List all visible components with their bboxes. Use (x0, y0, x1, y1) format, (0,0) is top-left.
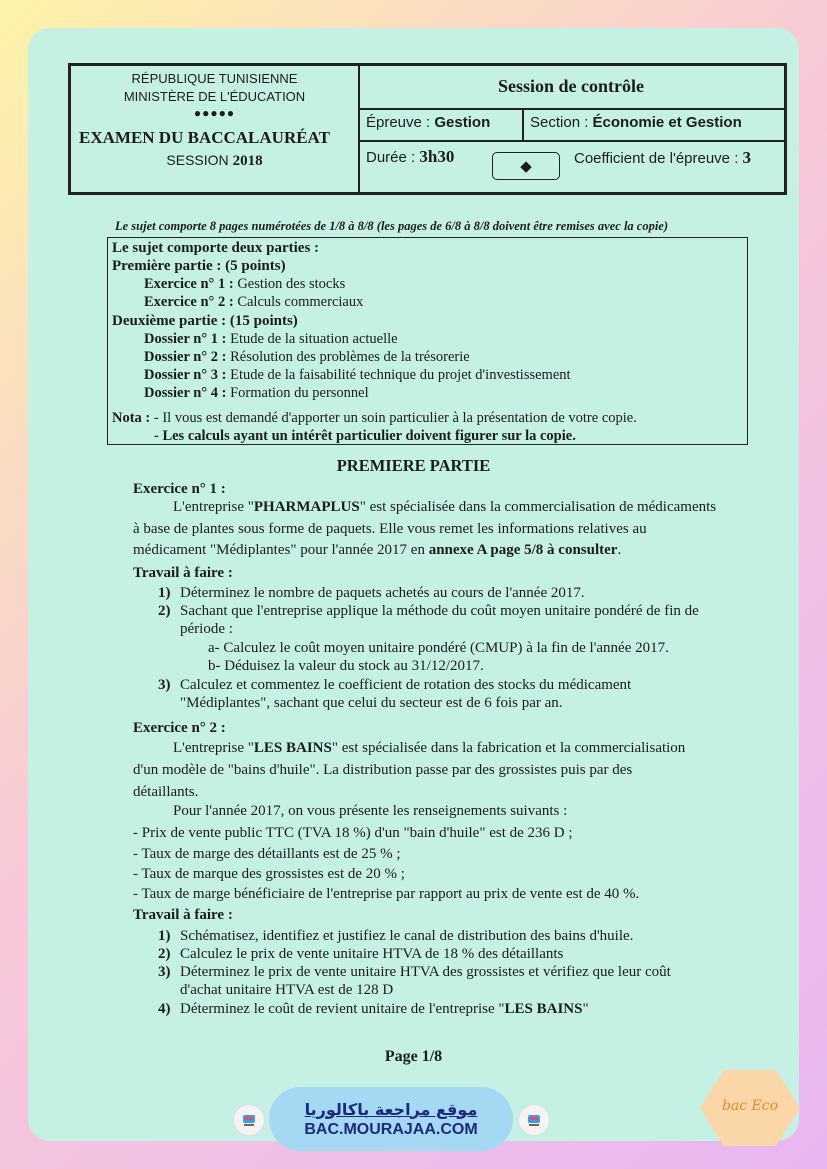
site-logo-right-icon (518, 1104, 550, 1136)
duree-line (366, 147, 454, 167)
ex2-bullet1: - Prix de vente public TTC (TVA 18 %) d'un "bain d'huile" est de 236 D ; (133, 825, 573, 841)
ex2-q4-end: " (582, 1001, 589, 1017)
nota-line2: - Les calculs ayant un intérêt particulier doivent figurer sur la copie. (154, 428, 576, 444)
part2-title: Deuxième partie : (15 points) (112, 313, 298, 329)
subject-row (358, 108, 784, 142)
exam-header-table (68, 63, 787, 195)
nota-text1: - Il vous est demandé d'apporter un soin particulier à la présentation de votre copie. (153, 410, 637, 426)
section-value: Économie et Gestion (592, 114, 742, 131)
site-arabic-name: موقع مراجعة باكالوريا (304, 1099, 478, 1119)
summary-ex1 (144, 276, 345, 293)
ex2-work-title: Travail à faire : (133, 907, 233, 923)
ex1-q2a: a- Calculez le coût moyen unitaire pondéré (CMUP) à la fin de l'année 2017. (208, 640, 669, 656)
ex2-label: Exercice n° 2 : (144, 294, 234, 310)
ex1-label: Exercice n° 1 : (144, 276, 234, 292)
session-year: 2018 (232, 153, 263, 169)
epreuve-value: Gestion (434, 114, 491, 131)
section-label: Section : (530, 114, 589, 131)
ex1-q2-line2: période : (180, 621, 233, 637)
ex2-para-line4: Pour l'année 2017, on vous présente les renseignements suivants : (173, 803, 568, 819)
d2-text: Résolution des problèmes de la trésorerie (230, 349, 470, 365)
summary-d1 (144, 331, 398, 348)
coef-line (574, 148, 751, 168)
ex2-q3-line1: Déterminez le prix de vente unitaire HTVA des grossistes et vérifiez que leur coût (180, 964, 671, 980)
summary-intro: Le sujet comporte deux parties : (112, 240, 320, 256)
header-right-cell (358, 66, 784, 192)
header-left-cell (71, 66, 360, 192)
duree-label: Durée : (366, 149, 416, 166)
session-type: Session de contrôle (498, 76, 644, 96)
ex2-p1-start: L'entreprise " (173, 740, 254, 756)
ex2-q1-num: 1) (158, 928, 171, 944)
pages-note: Le sujet comporte 8 pages numérotées de 1/8 à 8/8 (les pages de 6/8 à 8/8 doivent être remises avec la copie) (115, 219, 669, 233)
session-label: SESSION (166, 152, 229, 168)
separator-dots: ●●●●● (193, 106, 236, 120)
ex2-para-line1 (173, 740, 685, 757)
ministry-label: MINISTÈRE DE L'ÉDUCATION (123, 89, 306, 104)
ex1-q1: Déterminez le nombre de paquets achetés au cours de l'année 2017. (180, 585, 585, 601)
ex2-q2: Calculez le prix de vente unitaire HTVA de 18 % des détaillants (180, 946, 564, 962)
coef-label: Coefficient de l'épreuve : (574, 150, 739, 167)
summary-ex2 (144, 294, 363, 311)
ex2-q3-num: 3) (158, 964, 171, 980)
ex2-para-line2: d'un modèle de "bains d'huile". La distribution passe par des grossistes puis par des (133, 762, 633, 778)
ex2-q3-line2: d'achat unitaire HTVA est de 128 D (180, 982, 394, 998)
ex2-q2-num: 2) (158, 946, 171, 962)
session-type-row (358, 66, 784, 110)
section-line (530, 114, 742, 131)
site-url: BAC.MOURAJAA.COM (304, 1120, 478, 1138)
ex2-bullet2: - Taux de marge des détaillants est de 25 % ; (133, 846, 401, 862)
ex2-q4 (180, 1001, 589, 1018)
ex2-bullet4: - Taux de marge bénéficiaire de l'entreprise par rapport au prix de vente est de 40 %. (133, 886, 640, 902)
nota-label: Nota : (112, 410, 151, 426)
site-banner[interactable] (269, 1087, 513, 1151)
ex1-title: Exercice n° 1 : (133, 481, 226, 497)
part1-title: Première partie : (5 points) (112, 258, 286, 274)
d4-text: Formation du personnel (230, 385, 369, 401)
ex2-p1-end: " est spécialisée dans la fabrication et la commercialisation (331, 740, 686, 756)
duration-row (358, 140, 784, 192)
summary-d2 (144, 349, 470, 366)
page-number: Page 1/8 (384, 1048, 443, 1065)
ex1-p3-start: médicament "Médiplantes" pour l'année 2017 en (133, 542, 425, 558)
ex1-text: Gestion des stocks (237, 276, 346, 292)
duree-value: 3h30 (419, 147, 455, 166)
ex1-p3-end: . (617, 542, 622, 558)
ex1-brand: PHARMAPLUS (253, 499, 360, 515)
d3-label: Dossier n° 3 : (144, 367, 227, 383)
epreuve-line (366, 114, 490, 131)
coef-value: 3 (742, 148, 752, 167)
ex1-para-line2: à base de plantes sous forme de paquets. Elle vous remet les informations relatives au (133, 521, 647, 537)
ex2-q4-brand: LES BAINS (504, 1001, 583, 1017)
ex1-q2b: b- Déduisez la valeur du stock au 31/12/2017. (208, 658, 484, 674)
ex1-q2-line1: Sachant que l'entreprise applique la méthode du coût moyen unitaire pondéré de fin de (180, 603, 699, 619)
ex1-q1-num: 1) (158, 585, 171, 601)
ex2-para-line3: détaillants. (133, 784, 199, 800)
summary-d3 (144, 367, 571, 384)
ex2-brand: LES BAINS (253, 740, 332, 756)
ex1-q3-num: 3) (158, 677, 171, 693)
site-logo-left-icon (233, 1104, 265, 1136)
bac-eco-label: bac Eco (721, 1098, 779, 1114)
ex2-q4-start: Déterminez le coût de revient unitaire de l'entreprise " (180, 1001, 505, 1017)
ex2-bullet3: - Taux de marque des grossistes est de 20 % ; (133, 866, 405, 882)
d2-label: Dossier n° 2 : (144, 349, 227, 365)
epreuve-label: Épreuve : (366, 114, 431, 131)
ex1-work-title: Travail à faire : (133, 565, 233, 581)
summary-d4 (144, 385, 369, 402)
d4-label: Dossier n° 4 : (144, 385, 227, 401)
republic-label: RÉPUBLIQUE TUNISIENNE (131, 71, 298, 86)
d1-label: Dossier n° 1 : (144, 331, 227, 347)
summary-box (107, 237, 748, 445)
ex2-q4-num: 4) (158, 1001, 171, 1017)
exam-title: EXAMEN DU BACCALAURÉAT (79, 128, 330, 147)
ex2-title: Exercice n° 2 : (133, 720, 226, 736)
ex1-q3-line2: "Médiplantes", sachant que celui du secteur est de 6 fois par an. (180, 695, 563, 711)
diamond-icon: ◆ (520, 158, 532, 175)
ex1-para-line3 (133, 542, 621, 559)
ex2-q1: Schématisez, identifiez et justifiez le canal de distribution des bains d'huile. (180, 928, 634, 944)
ex1-annex-ref: annexe A page 5/8 à consulter (428, 542, 618, 558)
diamond-box (492, 152, 560, 180)
bac-eco-badge (698, 1068, 802, 1148)
ex1-p1-start: L'entreprise " (173, 499, 254, 515)
ex1-q3-line1: Calculez et commentez le coefficient de rotation des stocks du médicament (180, 677, 632, 693)
d1-text: Etude de la situation actuelle (230, 331, 398, 347)
ex2-text: Calculs commerciaux (237, 294, 364, 310)
subject-divider (522, 108, 524, 140)
nota-line1 (112, 410, 637, 427)
part-title: PREMIERE PARTIE (336, 456, 491, 475)
ex1-q2-num: 2) (158, 603, 171, 619)
ex1-para-line1 (173, 499, 716, 516)
ex1-p1-end: " est spécialisée dans la commercialisation de médicaments (359, 499, 717, 515)
session-line (71, 152, 358, 170)
d3-text: Etude de la faisabilité technique du projet d'investissement (230, 367, 571, 383)
